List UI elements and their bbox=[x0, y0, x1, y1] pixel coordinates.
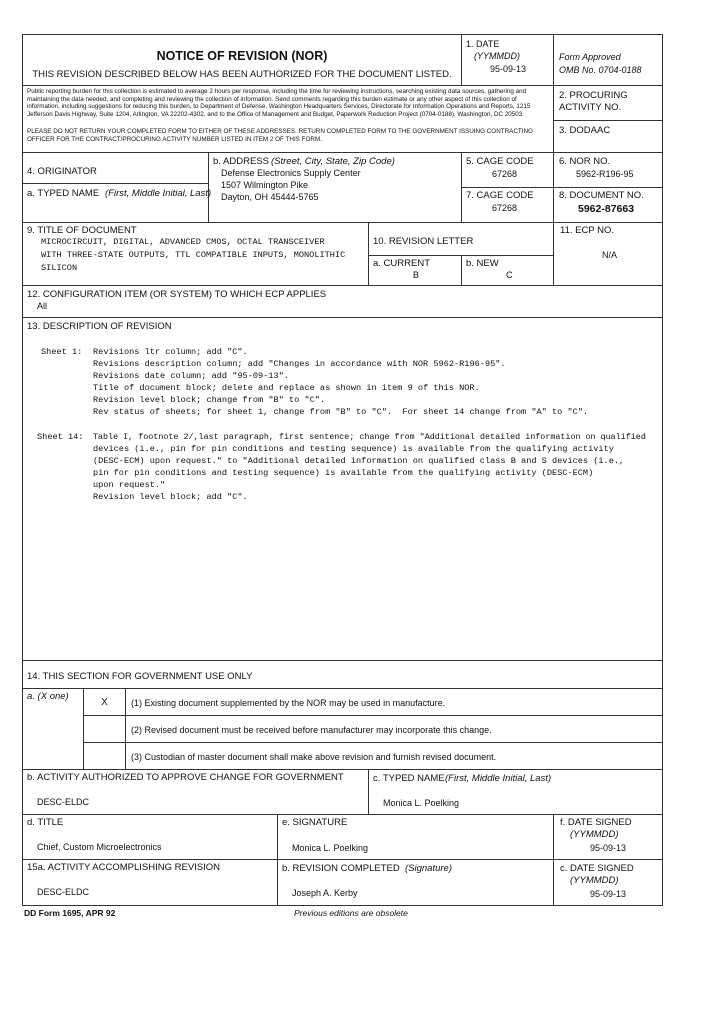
form-number: DD Form 1695, APR 92 bbox=[24, 908, 116, 918]
completed-value: Joseph A. Kerby bbox=[292, 888, 358, 898]
title-doc-line2: WITH THREE-STATE OUTPUTS, TTL COMPATIBLE INPUTS, MONOLITHIC bbox=[41, 250, 346, 260]
gov-date-signed-value: 95-09-13 bbox=[590, 843, 627, 853]
sheet14-line: devices (i.e., pin for pin conditions and testing sequence) is available from the qualifying activity bbox=[93, 444, 614, 454]
address-line2: 1507 Wilmington Pike bbox=[221, 180, 309, 190]
address-hint: (Street, City, State, Zip Code) bbox=[271, 156, 395, 167]
accomplishing-label: 15a. ACTIVITY ACCOMPLISHING REVISION bbox=[27, 862, 221, 873]
config-label: 12. CONFIGURATION ITEM (OR SYSTEM) TO WHICH ECP APPLIES bbox=[27, 289, 327, 300]
cage-value-5: 67268 bbox=[492, 169, 518, 179]
sheet1-line: Title of document block; delete and replace as shown in item 9 of this NOR. bbox=[93, 383, 480, 393]
dodaac bbox=[553, 120, 663, 153]
gov-date-signed-hint: (YYMMDD) bbox=[570, 829, 619, 840]
completed-label: b. REVISION COMPLETED bbox=[282, 863, 400, 874]
gov-signature bbox=[277, 814, 554, 860]
description-label: 13. DESCRIPTION OF REVISION bbox=[27, 321, 172, 332]
option3-text: (3) Custodian of master document shall make above revision and furnish revised document. bbox=[131, 752, 497, 762]
sheet14-line: upon request." bbox=[93, 480, 166, 490]
activity-value: DESC-ELDC bbox=[37, 797, 90, 807]
config-value: All bbox=[37, 301, 48, 311]
nor-value: 5962-R196-95 bbox=[576, 169, 634, 179]
gov-date-signed-label: f. DATE SIGNED bbox=[560, 817, 632, 828]
current-value: B bbox=[413, 270, 420, 280]
document-label: 8. DOCUMENT NO. bbox=[559, 190, 644, 201]
sheet14-line: Table I, footnote 2/,last paragraph, first sentence; change from "Additional detailed information on qualified bbox=[93, 432, 646, 442]
new-value: C bbox=[506, 270, 513, 280]
address bbox=[208, 152, 462, 223]
configuration-item bbox=[22, 285, 663, 318]
burden-warning: PLEASE DO NOT RETURN YOUR COMPLETED FORM TO EITHER OF THESE ADDRESSES. RETURN COMPLETED FORM TO THE GOVERNMENT ISSUING CONTRACTING OFFICER FOR THE CONTRACT/PROCURING ACTIVITY NUMBER LISTED IN ITEM 2 OF THIS FORM. bbox=[27, 128, 533, 143]
typed-name bbox=[22, 183, 212, 223]
activity-label: b. ACTIVITY AUTHORIZED TO APPROVE CHANGE FOR GOVERNMENT bbox=[27, 772, 344, 783]
gov-date-signed bbox=[553, 814, 663, 860]
revision-completed bbox=[277, 859, 554, 906]
completed-hint: (Signature) bbox=[405, 863, 452, 874]
procuring-label: 2. PROCURING ACTIVITY NO. bbox=[559, 90, 628, 113]
gov-signature-label: e. SIGNATURE bbox=[282, 817, 348, 828]
current-label: a. CURRENT bbox=[373, 258, 431, 269]
cage-label-7: 7. CAGE CODE bbox=[466, 190, 534, 201]
accomplishing-date bbox=[553, 859, 663, 906]
title-doc-line1: MICROCIRCUIT, DIGITAL, ADVANCED CMOS, OCTAL TRANSCEIVER bbox=[41, 237, 325, 247]
x-one-label: a. (X one) bbox=[27, 691, 69, 702]
revision-current bbox=[368, 255, 462, 286]
form-approved: Form Approved bbox=[559, 52, 621, 62]
gov-typed-name bbox=[368, 769, 663, 815]
revision-letter bbox=[368, 222, 554, 256]
title-doc-label: 9. TITLE OF DOCUMENT bbox=[27, 225, 137, 236]
burden-text: Public reporting burden for this collection is estimated to average 2 hours per response, including the time for reviewing instructions, searching existing data sources, gathering and maintaining the data needed, and completing and reviewing the collection of information. Send comments regarding this burden estimate or any other aspect of this collection of information, including suggestions for reducing this burden, to Department of Defense, Washington Headquarters Services, Directorate for Information Operations and Reports, 1215 Jefferson Davis Highway, Suite 1204, Arlington, VA 22202-4302, and to the Office of Management and Budget, Paperwork Reduction Project (0704-0188), Washington, DC 20503. bbox=[27, 88, 531, 118]
cage-code-7 bbox=[461, 187, 554, 223]
date-value: 95-09-13 bbox=[490, 64, 527, 74]
accomplishing-date-hint: (YYMMDD) bbox=[570, 875, 619, 886]
option2-text: (2) Revised document must be received before manufacturer may incorporate this change. bbox=[131, 725, 492, 735]
revision-letter-label: 10. REVISION LETTER bbox=[373, 236, 474, 247]
gov-typed-name-label: c. TYPED NAME bbox=[373, 773, 445, 784]
description-of-revision bbox=[22, 317, 663, 661]
ecp-number bbox=[553, 222, 663, 286]
option1-mark: X bbox=[101, 697, 108, 708]
title-block bbox=[22, 34, 462, 86]
document-value: 5962-87663 bbox=[578, 203, 635, 215]
sheet1-line: Revisions date column; add "95-09-13". bbox=[93, 371, 289, 381]
x-one bbox=[22, 688, 84, 770]
typed-name-label: a. TYPED NAME bbox=[27, 188, 100, 199]
option1-text: (1) Existing document supplemented by the NOR may be used in manufacture. bbox=[131, 698, 446, 708]
address-line3: Dayton, OH 45444-5765 bbox=[221, 192, 319, 202]
sheet14-label: Sheet 14: bbox=[37, 432, 84, 442]
gov-use-label: 14. THIS SECTION FOR GOVERNMENT USE ONLY bbox=[27, 671, 253, 682]
date-label: 1. DATE bbox=[466, 39, 500, 49]
sheet14-line: Revision level block; add "C". bbox=[93, 492, 248, 502]
cage-code-5 bbox=[461, 152, 554, 188]
gov-typed-name-value: Monica L. Poelking bbox=[383, 798, 460, 808]
sheet14-line: (DESC-ECM) upon request." to "Additional detailed information on qualified class B and S devices (i.e., bbox=[93, 456, 625, 466]
accomplishing-value: DESC-ELDC bbox=[37, 887, 90, 897]
cage-value-7: 67268 bbox=[492, 203, 518, 213]
date-block bbox=[461, 34, 554, 86]
address-line1: Defense Electronics Supply Center bbox=[221, 168, 361, 178]
option1-checkbox[interactable] bbox=[83, 688, 126, 716]
title-doc-line3: SILICON bbox=[41, 263, 78, 273]
ecp-label: 11. ECP NO. bbox=[560, 225, 615, 236]
cage-label-5: 5. CAGE CODE bbox=[466, 156, 534, 167]
document-number bbox=[553, 187, 663, 223]
accomplishing-activity bbox=[22, 859, 278, 906]
address-label: b. ADDRESS bbox=[213, 156, 269, 167]
nor-label: 6. NOR NO. bbox=[559, 156, 611, 167]
option3 bbox=[125, 742, 663, 770]
sheet1-line: Revisions ltr column; add "C". bbox=[93, 347, 248, 357]
form-title: NOTICE OF REVISION (NOR) bbox=[156, 49, 328, 63]
revision-new bbox=[461, 255, 554, 286]
procuring-activity bbox=[553, 85, 663, 121]
sheet1-line: Revisions description column; add "Changes in accordance with NOR 5962-R196-95". bbox=[93, 359, 506, 369]
gov-title-value: Chief, Custom Microelectronics bbox=[37, 842, 162, 852]
sheet14-line: pin for pin conditions and testing sequence) is available from the qualifying activity (DESC-ECM) bbox=[93, 468, 594, 478]
typed-name-hint: (First, Middle Initial, Last) bbox=[105, 188, 212, 199]
option2 bbox=[125, 715, 663, 743]
government-use bbox=[22, 660, 663, 689]
nor-number bbox=[553, 152, 663, 188]
option1 bbox=[125, 688, 663, 716]
ecp-value: N/A bbox=[602, 250, 618, 260]
new-label: b. NEW bbox=[466, 258, 499, 269]
gov-typed-name-hint: (First, Middle Initial, Last) bbox=[445, 773, 552, 784]
gov-signature-value: Monica L. Poelking bbox=[292, 843, 369, 853]
gov-title-label: d. TITLE bbox=[27, 817, 64, 828]
sheet1-line: Rev status of sheets; for sheet 1, change from "B" to "C". For sheet 14 change from "A" to "C". bbox=[93, 407, 589, 417]
sheet1-label: Sheet 1: bbox=[41, 347, 83, 357]
dodaac-label: 3. DODAAC bbox=[559, 125, 611, 136]
gov-title bbox=[22, 814, 278, 860]
activity-authorized bbox=[22, 769, 369, 815]
title-of-document bbox=[22, 222, 369, 286]
option2-checkbox[interactable] bbox=[83, 715, 126, 743]
obsolete-note: Previous editions are obsolete bbox=[294, 908, 408, 918]
omb-number: OMB No. 0704-0188 bbox=[559, 65, 642, 75]
burden-statement bbox=[22, 85, 554, 153]
option3-checkbox[interactable] bbox=[83, 742, 126, 770]
originator-label: 4. ORIGINATOR bbox=[27, 166, 97, 177]
originator bbox=[22, 152, 209, 184]
date-format: (YYMMDD) bbox=[474, 51, 520, 61]
accomplishing-date-label: c. DATE SIGNED bbox=[560, 863, 634, 874]
form-approved-block bbox=[553, 34, 663, 86]
accomplishing-date-value: 95-09-13 bbox=[590, 889, 627, 899]
sheet1-line: Revision level block; change from "B" to "C". bbox=[93, 395, 326, 405]
form-subtitle: THIS REVISION DESCRIBED BELOW HAS BEEN AUTHORIZED FOR THE DOCUMENT LISTED. bbox=[32, 69, 452, 80]
